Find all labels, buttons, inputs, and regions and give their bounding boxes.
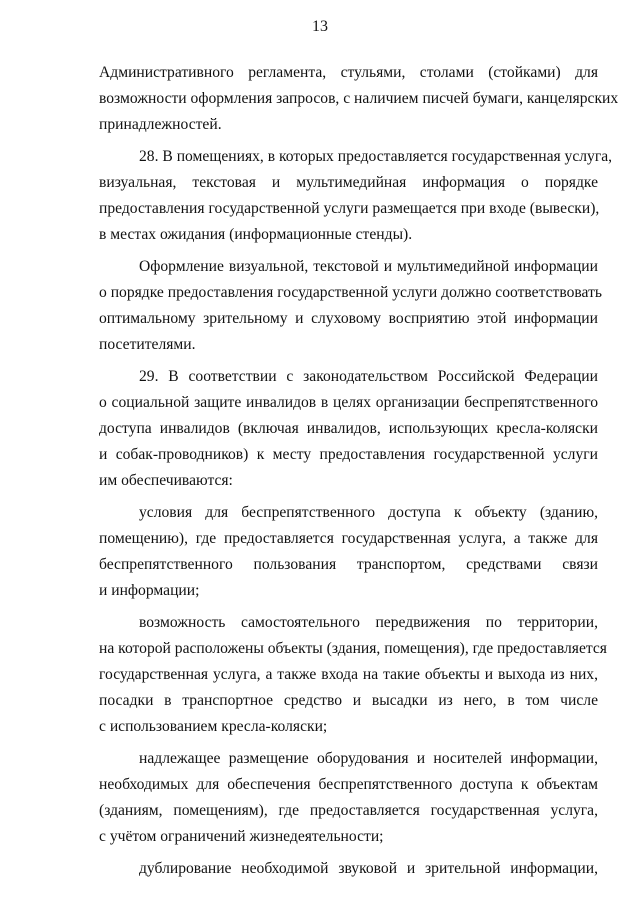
text-line: дублирование необходимой звуковой и зрительной информации, <box>139 860 598 877</box>
text-line: и информации; <box>99 582 200 599</box>
text-line: надлежащее размещение оборудования и носителей информации, <box>139 750 598 767</box>
text-line: (зданиям, помещениям), где предоставляется государственная услуга, <box>99 802 598 819</box>
text-line: посадки в транспортное средство и высадки из него, в том числе <box>99 692 598 709</box>
text-line: им обеспечиваются: <box>99 472 233 489</box>
text-line: условия для беспрепятственного доступа к объекту (зданию, <box>139 504 598 521</box>
text-line: с использованием кресла-коляски; <box>99 718 328 735</box>
text-line: оптимальному зрительному и слуховому восприятию этой информации <box>99 310 598 327</box>
text-line: о порядке предоставления государственной услуги должно соответствовать <box>99 284 602 301</box>
text-line: доступа инвалидов (включая инвалидов, использующих кресла-коляски <box>99 420 598 437</box>
text-line: принадлежностей. <box>99 116 222 133</box>
text-line: и собак-проводников) к месту предоставления государственной услуги <box>99 446 598 463</box>
paragraph <box>99 500 598 604</box>
text-line: визуальная, текстовая и мультимедийная информация о порядке <box>99 174 598 191</box>
text-line: 28. В помещениях, в которых предоставляется государственная услуга, <box>139 148 613 165</box>
text-line: государственная услуга, а также входа на такие объекты и выхода из них, <box>99 666 598 683</box>
text-line: возможности оформления запросов, с наличием писчей бумаги, канцелярских <box>99 90 619 107</box>
text-line: необходимых для обеспечения беспрепятственного доступа к объектам <box>99 776 598 793</box>
text-line: на которой расположены объекты (здания, помещения), где предоставляется <box>99 640 607 657</box>
paragraph <box>99 856 598 882</box>
text-line: беспрепятственного пользования транспортом, средствами связи <box>99 556 598 573</box>
paragraph <box>99 364 598 494</box>
paragraph <box>99 254 602 358</box>
page-number: 13 <box>312 18 328 35</box>
paragraph <box>99 746 598 850</box>
text-line: предоставления государственной услуги размещается при входе (вывески), <box>99 200 600 217</box>
document-body <box>99 60 619 882</box>
text-line: с учётом ограничений жизнедеятельности; <box>99 828 384 845</box>
text-line: помещению), где предоставляется государственная услуга, а также для <box>99 530 598 547</box>
text-line: возможность самостоятельного передвижения по территории, <box>139 614 598 631</box>
text-line: посетителями. <box>99 336 196 353</box>
paragraph <box>99 144 613 248</box>
text-line: Оформление визуальной, текстовой и мультимедийной информации <box>139 258 598 275</box>
text-line: о социальной защите инвалидов в целях организации беспрепятственного <box>99 394 598 411</box>
text-line: в местах ожидания (информационные стенды). <box>99 226 413 243</box>
text-line: Административного регламента, стульями, столами (стойками) для <box>99 64 598 81</box>
paragraph <box>99 610 607 740</box>
paragraph <box>99 60 619 138</box>
text-line: 29. В соответствии с законодательством Российской Федерации <box>139 368 598 385</box>
